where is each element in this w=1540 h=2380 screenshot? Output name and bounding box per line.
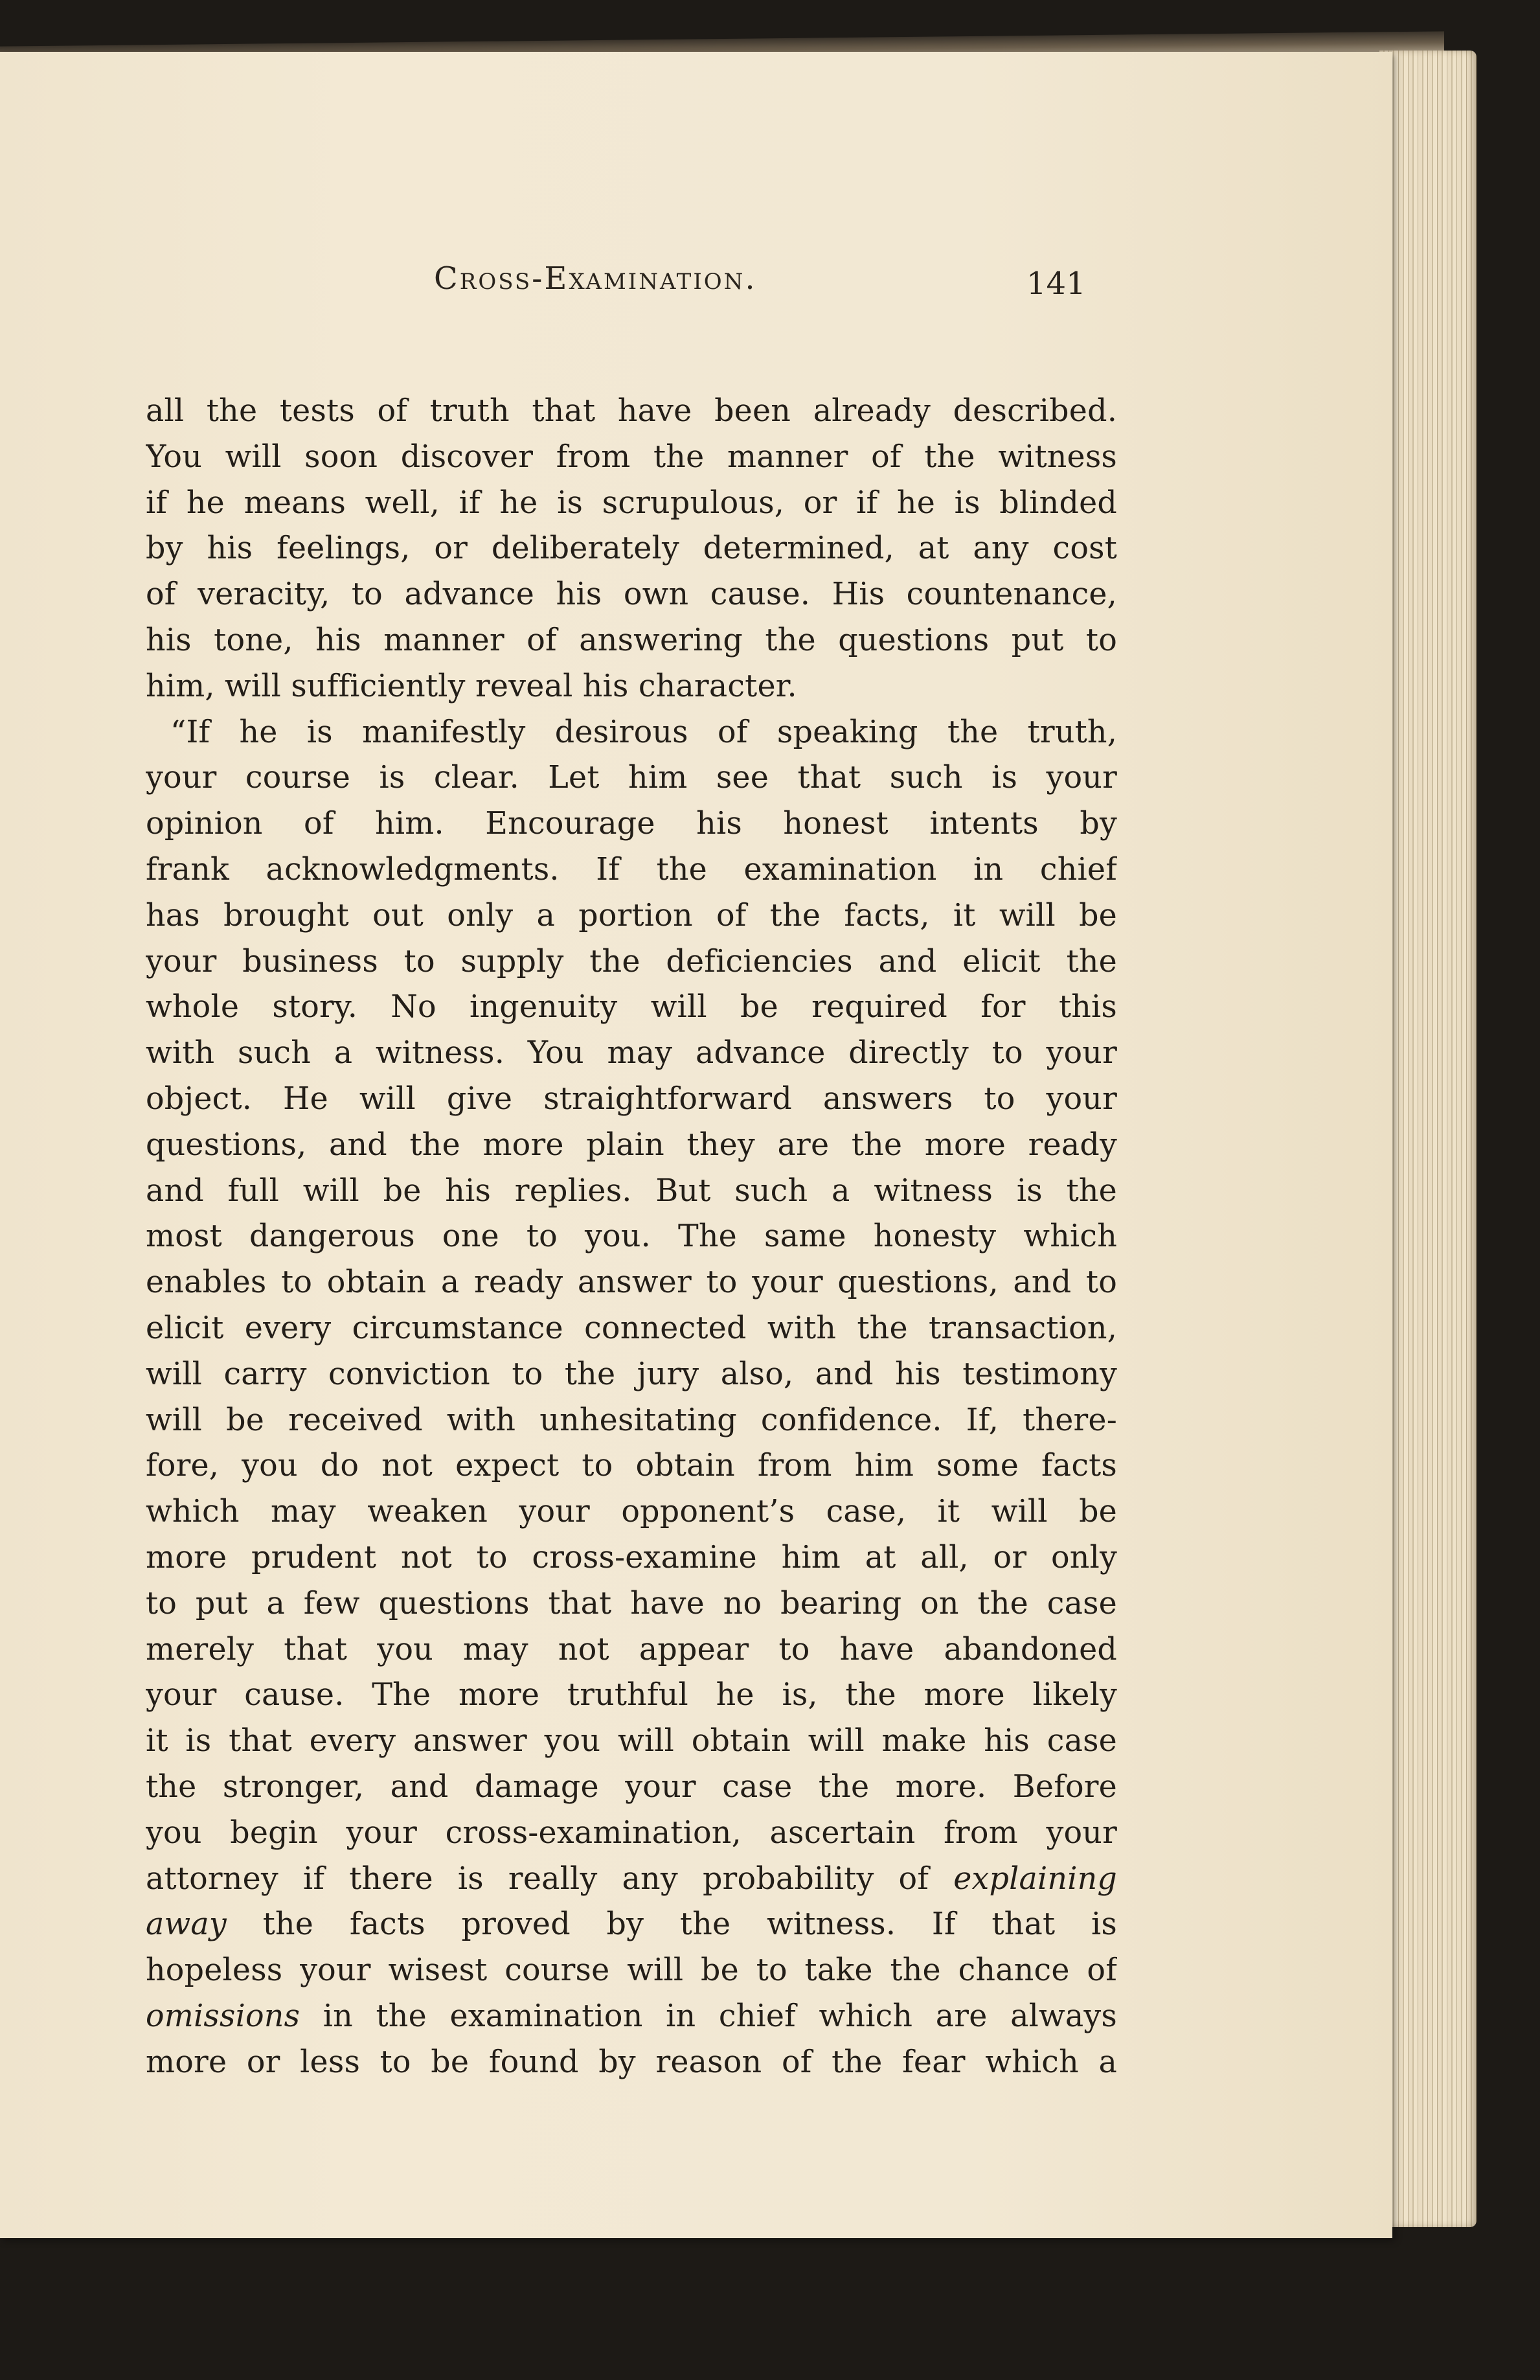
text-line: will be received with unhesitating confidence. If, there-	[146, 1402, 1117, 1438]
text-line: enables to obtain a ready answer to your questions, and to	[146, 1264, 1117, 1301]
running-head: Cross-Examination.	[434, 260, 757, 297]
text-line: with such a witness. You may advance directly to your	[146, 1035, 1117, 1071]
text-line: all the tests of truth that have been already described.	[146, 393, 1117, 429]
page-stack-edges	[1379, 51, 1477, 2227]
italic-phrase: away	[146, 1906, 227, 1943]
book-page	[0, 52, 1392, 2238]
line-text: in the examination in chief which are always	[323, 1998, 1117, 2034]
text-line: your business to supply the deficiencies and elicit the	[146, 943, 1117, 979]
text-line: you begin your cross-examination, ascertain from your	[146, 1814, 1117, 1851]
text-line: your cause. The more truthful he is, the more likely	[146, 1677, 1117, 1713]
page-number: 141	[1026, 266, 1086, 302]
text-line: and full will be his replies. But such a witness is the	[146, 1173, 1117, 1209]
line-text: the facts proved by the witness. If that is	[262, 1906, 1117, 1943]
text-line: frank acknowledgments. If the examination in chief	[146, 851, 1117, 887]
text-line: merely that you may not appear to have abandoned	[146, 1631, 1117, 1667]
text-line: object. He will give straightforward answers to your	[146, 1081, 1117, 1117]
text-line: questions, and the more plain they are the more ready	[146, 1127, 1117, 1163]
text-line: “If he is manifestly desirous of speaking the truth,	[170, 714, 1117, 750]
italic-phrase: omissions	[146, 1998, 300, 2034]
text-line: to put a few questions that have no bearing on the case	[146, 1585, 1117, 1621]
text-line: him, will sufficiently reveal his character.	[146, 668, 797, 704]
text-line: it is that every answer you will obtain will make his case	[146, 1723, 1117, 1759]
text-line: if he means well, if he is scrupulous, or if he is blinded	[146, 485, 1117, 521]
body-text	[146, 389, 1117, 2085]
italic-phrase: explaining	[953, 1860, 1117, 1897]
text-line	[146, 1857, 1117, 1903]
text-line: the stronger, and damage your case the more. Before	[146, 1768, 1117, 1805]
text-line: more or less to be found by reason of the fear which a	[146, 2044, 1117, 2080]
text-line: You will soon discover from the manner of the witness	[146, 439, 1117, 475]
page-header	[0, 260, 1392, 312]
line-text: attorney if there is really any probability of	[146, 1860, 929, 1897]
text-line: has brought out only a portion of the facts, it will be	[146, 897, 1117, 933]
text-line	[146, 1994, 1117, 2040]
text-line: fore, you do not expect to obtain from him some facts	[146, 1448, 1117, 1484]
text-line: most dangerous one to you. The same honesty which	[146, 1219, 1117, 1255]
text-line: his tone, his manner of answering the questions put to	[146, 622, 1117, 658]
text-line: of veracity, to advance his own cause. His countenance,	[146, 577, 1117, 613]
text-line: elicit every circumstance connected with the transaction,	[146, 1310, 1117, 1346]
text-line: hopeless your wisest course will be to take the chance of	[146, 1952, 1117, 1989]
text-line: more prudent not to cross-examine him at all, or only	[146, 1539, 1117, 1575]
text-line: your course is clear. Let him see that such is your	[146, 760, 1117, 796]
text-line: opinion of him. Encourage his honest intents by	[146, 806, 1117, 842]
text-line	[146, 1902, 1117, 1948]
text-line: by his feelings, or deliberately determined, at any cost	[146, 531, 1117, 567]
text-line: whole story. No ingenuity will be required for this	[146, 989, 1117, 1025]
text-line: will carry conviction to the jury also, and his testimony	[146, 1356, 1117, 1392]
text-line: which may weaken your opponent’s case, it will be	[146, 1494, 1117, 1530]
